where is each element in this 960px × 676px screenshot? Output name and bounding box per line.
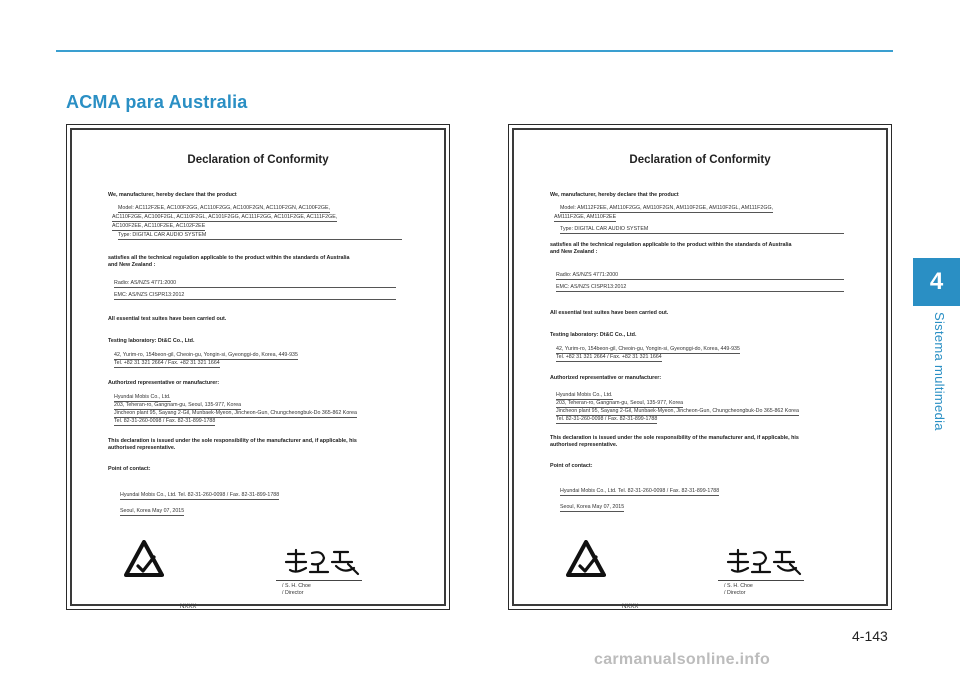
contact-line: Hyundai Mobis Co., Ltd. Tel. 82-31-260-0098 / Fax. 82-31-899-1788 xyxy=(120,492,280,498)
representative-line: Hyundai Mobis Co., Ltd. xyxy=(556,392,613,398)
representative-heading: Authorized representative or manufacturer: xyxy=(108,380,220,386)
rcm-compliance-mark-icon xyxy=(566,540,606,578)
representative-line: Tel. 82-31-260-0098 / Fax. 82-31-899-1788 xyxy=(114,418,216,424)
lab-phone-line: Tel. +82 31 321 2664 / Fax. +82 31 321 1664 xyxy=(556,354,662,360)
signer-name: / S. H. Choe xyxy=(724,583,753,589)
representative-line: Jincheon plant 95, Sayang 2-Gil, Munbaek-Myeon, Jincheon-Gun, Chungcheongbuk-Do 365-862 Korea xyxy=(556,408,799,414)
responsibility-heading: This declaration is issued under the sole responsibility of the manufacturer and, if applicable, his xyxy=(550,435,799,441)
representative-heading: Authorized representative or manufacturer: xyxy=(550,375,662,381)
responsibility-heading: This declaration is issued under the sole responsibility of the manufacturer and, if applicable, his xyxy=(108,438,357,444)
declaration-document-right xyxy=(508,124,892,610)
radio-standard-line: Radio: AS/NZS 4771:2000 xyxy=(556,272,844,280)
satisfies-heading: satisfies all the technical regulation applicable to the product within the standards of Australia xyxy=(550,242,792,248)
document-title: Declaration of Conformity xyxy=(629,154,771,166)
model-line: Model: AC112F2EE, AC100F2GG, AC110F2GG, AC100F2GN, AC110F2GN, AC100F2GE, xyxy=(118,205,330,211)
lab-address-line: 42, Yurim-ro, 154beon-gil, Cheoin-gu, Yongin-si, Gyeonggi-do, Korea, 449-935 xyxy=(114,352,298,358)
signer-title: / Director xyxy=(282,590,304,596)
tests-heading: All essential test suites have been carried out. xyxy=(550,310,669,316)
chapter-label: Sistema multimedia xyxy=(932,312,947,431)
representative-line: Tel. 82-31-260-0098 / Fax. 82-31-899-1788 xyxy=(556,416,658,422)
type-line: Type: DIGITAL CAR AUDIO SYSTEM xyxy=(118,232,402,240)
signature-icon xyxy=(724,548,804,576)
contact-line: Hyundai Mobis Co., Ltd. Tel. 82-31-260-0098 / Fax. 82-31-899-1788 xyxy=(560,488,720,494)
watermark: carmanualsonline.info xyxy=(594,651,771,668)
model-line: AM111F2GE, AM110F2EE xyxy=(554,214,617,220)
document-border xyxy=(512,128,888,610)
document-code: NXXX xyxy=(180,604,197,610)
date-line: Seoul, Korea May 07, 2015 xyxy=(120,508,185,514)
representative-line: Hyundai Mobis Co., Ltd. xyxy=(114,394,171,400)
contact-heading: Point of contact: xyxy=(108,466,151,472)
document-title: Declaration of Conformity xyxy=(187,154,329,166)
page-number: 4-143 xyxy=(852,628,888,644)
signer-name: / S. H. Choe xyxy=(282,583,311,589)
radio-standard-line: Radio: AS/NZS 4771:2000 xyxy=(114,280,396,288)
signer-title: / Director xyxy=(724,590,746,596)
signature-icon xyxy=(282,548,362,576)
header-rule xyxy=(56,50,893,52)
model-line: Model: AM112F2EE, AM110F2GG, AM110F2GN, AM110F2GE, AM110F2GL, AM111F2GG, xyxy=(560,205,774,211)
date-line: Seoul, Korea May 07, 2015 xyxy=(560,504,625,510)
type-line: Type: DIGITAL CAR AUDIO SYSTEM xyxy=(560,226,844,234)
section-title: ACMA para Australia xyxy=(66,92,248,112)
satisfies-heading: and New Zealand : xyxy=(550,249,598,255)
responsibility-heading: authorised representative. xyxy=(108,445,176,451)
representative-line: 203, Teheran-ro, Gangnam-gu, Seoul, 135-977, Korea xyxy=(556,400,684,406)
lab-phone-line: Tel. +82 31 321 2664 / Fax. +82 31 321 1664 xyxy=(114,360,220,366)
chapter-tab: 4 xyxy=(913,258,960,306)
signature-rule xyxy=(276,580,362,581)
model-line: AC110F2GE, AC100F2GL, AC110F2GL, AC101F2GG, AC111F2GG, AC101F2GE, AC111F2GE, xyxy=(112,214,338,220)
declaration-document-left xyxy=(66,124,450,610)
satisfies-heading: and New Zealand : xyxy=(108,262,156,268)
model-line: AC100F2EE, AC110F2EE, AC102F2EE xyxy=(112,223,206,229)
contact-heading: Point of contact: xyxy=(550,463,593,469)
representative-line: Jincheon plant 95, Sayang 2-Gil, Munbaek-Myeon, Jincheon-Gun, Chungcheongbuk-Do 365-862 Korea xyxy=(114,410,357,416)
manufacturer-heading: We, manufacturer, hereby declare that the product xyxy=(108,192,237,198)
tests-heading: All essential test suites have been carried out. xyxy=(108,316,227,322)
emc-standard-line: EMC: AS/NZS CISPR13:2012 xyxy=(114,292,396,300)
signature-rule xyxy=(718,580,804,581)
lab-address-line: 42, Yurim-ro, 154beon-gil, Cheoin-gu, Yongin-si, Gyeonggi-do, Korea, 449-935 xyxy=(556,346,740,352)
lab-heading: Testing laboratory: Dt&C Co., Ltd. xyxy=(108,338,195,344)
manufacturer-heading: We, manufacturer, hereby declare that the product xyxy=(550,192,679,198)
document-border xyxy=(70,128,446,610)
lab-heading: Testing laboratory: Dt&C Co., Ltd. xyxy=(550,332,637,338)
document-code: NXXX xyxy=(622,604,639,610)
responsibility-heading: authorised representative. xyxy=(550,442,618,448)
satisfies-heading: satisfies all the technical regulation applicable to the product within the standards of Australia xyxy=(108,255,350,261)
rcm-compliance-mark-icon xyxy=(124,540,164,578)
representative-line: 203, Teheran-ro, Gangnam-gu, Seoul, 135-977, Korea xyxy=(114,402,242,408)
emc-standard-line: EMC: AS/NZS CISPR13:2012 xyxy=(556,284,844,292)
